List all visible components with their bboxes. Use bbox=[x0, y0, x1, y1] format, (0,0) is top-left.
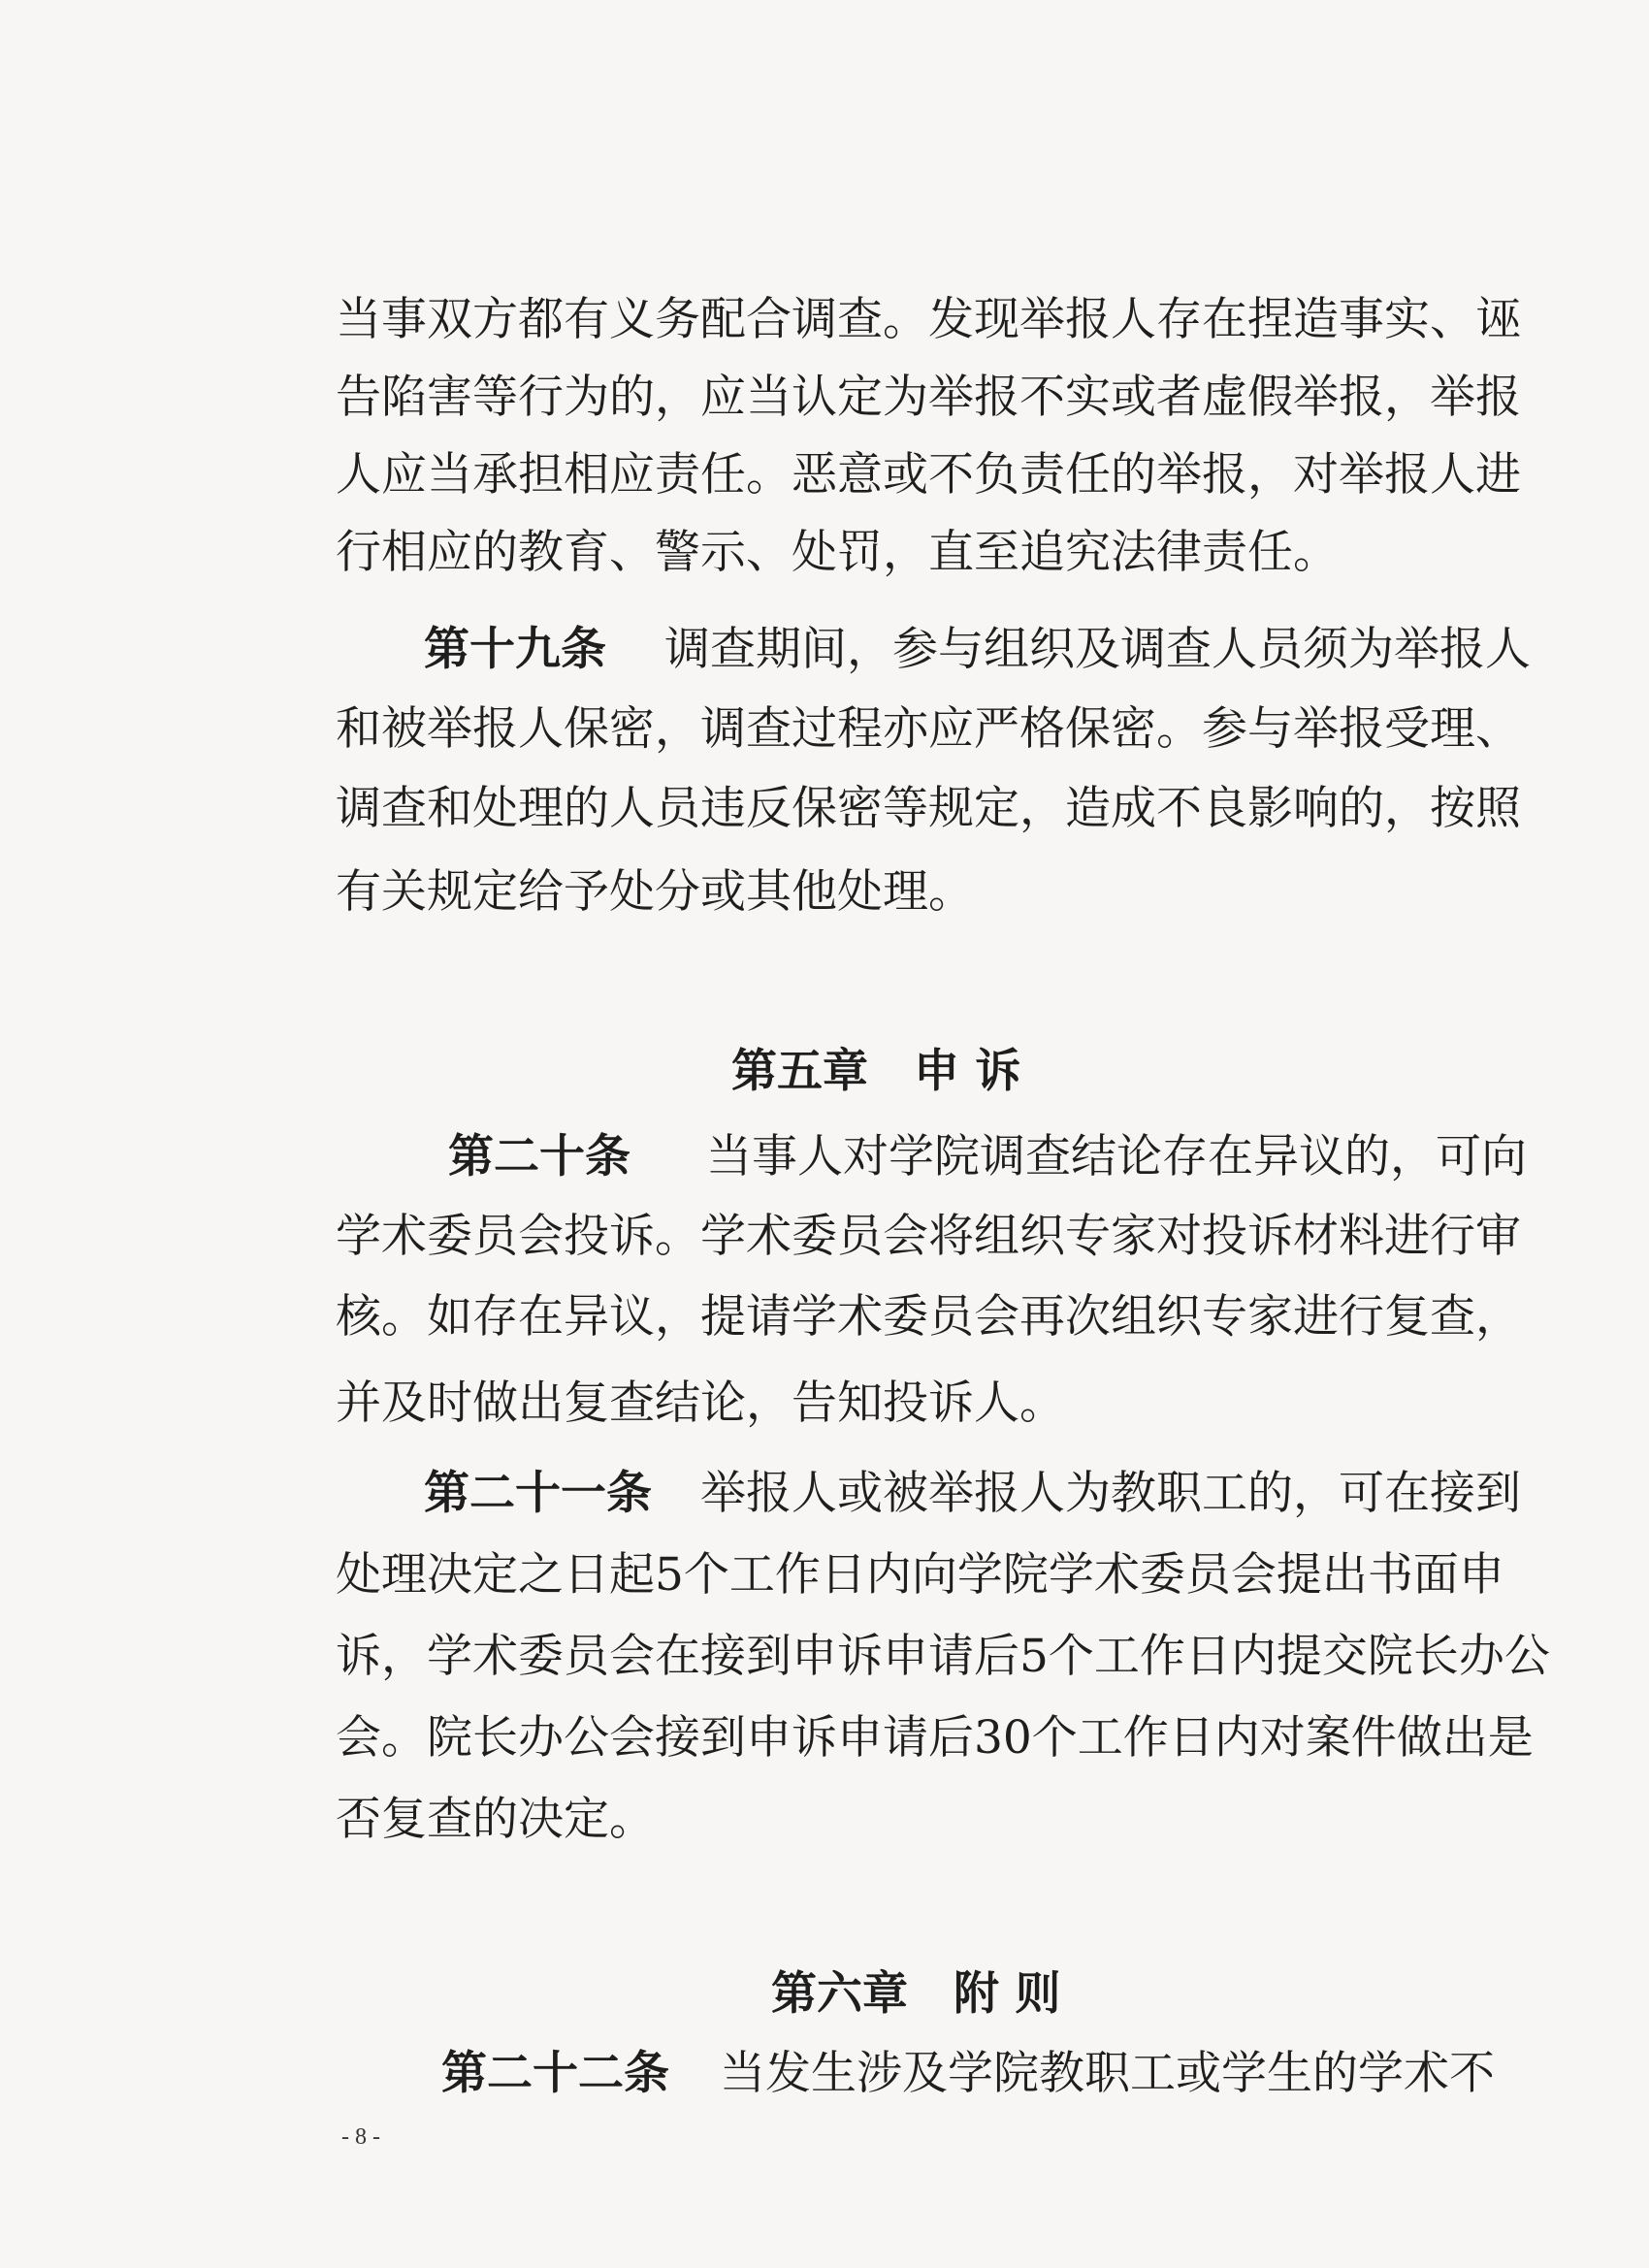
article-22-text: 当发生涉及学院教职工或学生的学术不 bbox=[720, 2047, 1495, 2100]
text-line: 当事双方都有义务配合调查。发现举报人存在捏造事实、诬 bbox=[336, 293, 1521, 346]
text-line: 调查和处理的人员违反保密等规定，造成不良影响的，按照 bbox=[336, 782, 1521, 835]
page-number: - 8 - bbox=[341, 2124, 380, 2150]
article-20-first-line bbox=[448, 1128, 1527, 1186]
text-line: 告陷害等行为的，应当认定为举报不实或者虚假举报，举报 bbox=[336, 371, 1521, 424]
article-21-first-line bbox=[424, 1465, 1521, 1523]
text-line: 学术委员会投诉。学术委员会将组织专家对投诉材料进行审 bbox=[336, 1210, 1521, 1263]
text-line: 人应当承担相应责任。恶意或不负责任的举报，对举报人进 bbox=[336, 448, 1521, 502]
text-line: 会。院长办公会接到申诉申请后30个工作日内对案件做出是 bbox=[336, 1711, 1534, 1765]
article-20-label: 第二十条 bbox=[448, 1130, 630, 1183]
article-21-label: 第二十一条 bbox=[424, 1467, 652, 1520]
article-20-text: 当事人对学院调查结论存在异议的，可向 bbox=[706, 1130, 1527, 1183]
chapter-6-heading: 第六章 附 则 bbox=[771, 1967, 1061, 2021]
article-19-label: 第十九条 bbox=[424, 623, 606, 676]
text-line: 并及时做出复查结论，告知投诉人。 bbox=[336, 1377, 1065, 1430]
article-21-text: 举报人或被举报人为教职工的，可在接到 bbox=[700, 1467, 1521, 1520]
text-line: 否复查的决定。 bbox=[336, 1793, 655, 1846]
text-line: 有关规定给予处分或其他处理。 bbox=[336, 865, 974, 919]
text-line: 处理决定之日起5个工作日内向学院学术委员会提出书面申 bbox=[336, 1548, 1504, 1602]
article-22-first-line bbox=[441, 2045, 1495, 2103]
text-line: 诉，学术委员会在接到申诉申请后5个工作日内提交院长办公 bbox=[336, 1630, 1550, 1683]
chapter-5-heading: 第五章 申 诉 bbox=[731, 1045, 1021, 1098]
article-19-first-line bbox=[424, 621, 1531, 679]
text-line: 和被举报人保密，调查过程亦应严格保密。参与举报受理、 bbox=[336, 702, 1521, 756]
text-line: 行相应的教育、警示、处罚，直至追究法律责任。 bbox=[336, 526, 1339, 579]
article-22-label: 第二十二条 bbox=[441, 2047, 669, 2100]
article-19-text: 调查期间，参与组织及调查人员须为举报人 bbox=[664, 623, 1531, 676]
text-line: 核。如存在异议，提请学术委员会再次组织专家进行复查， bbox=[336, 1290, 1521, 1344]
